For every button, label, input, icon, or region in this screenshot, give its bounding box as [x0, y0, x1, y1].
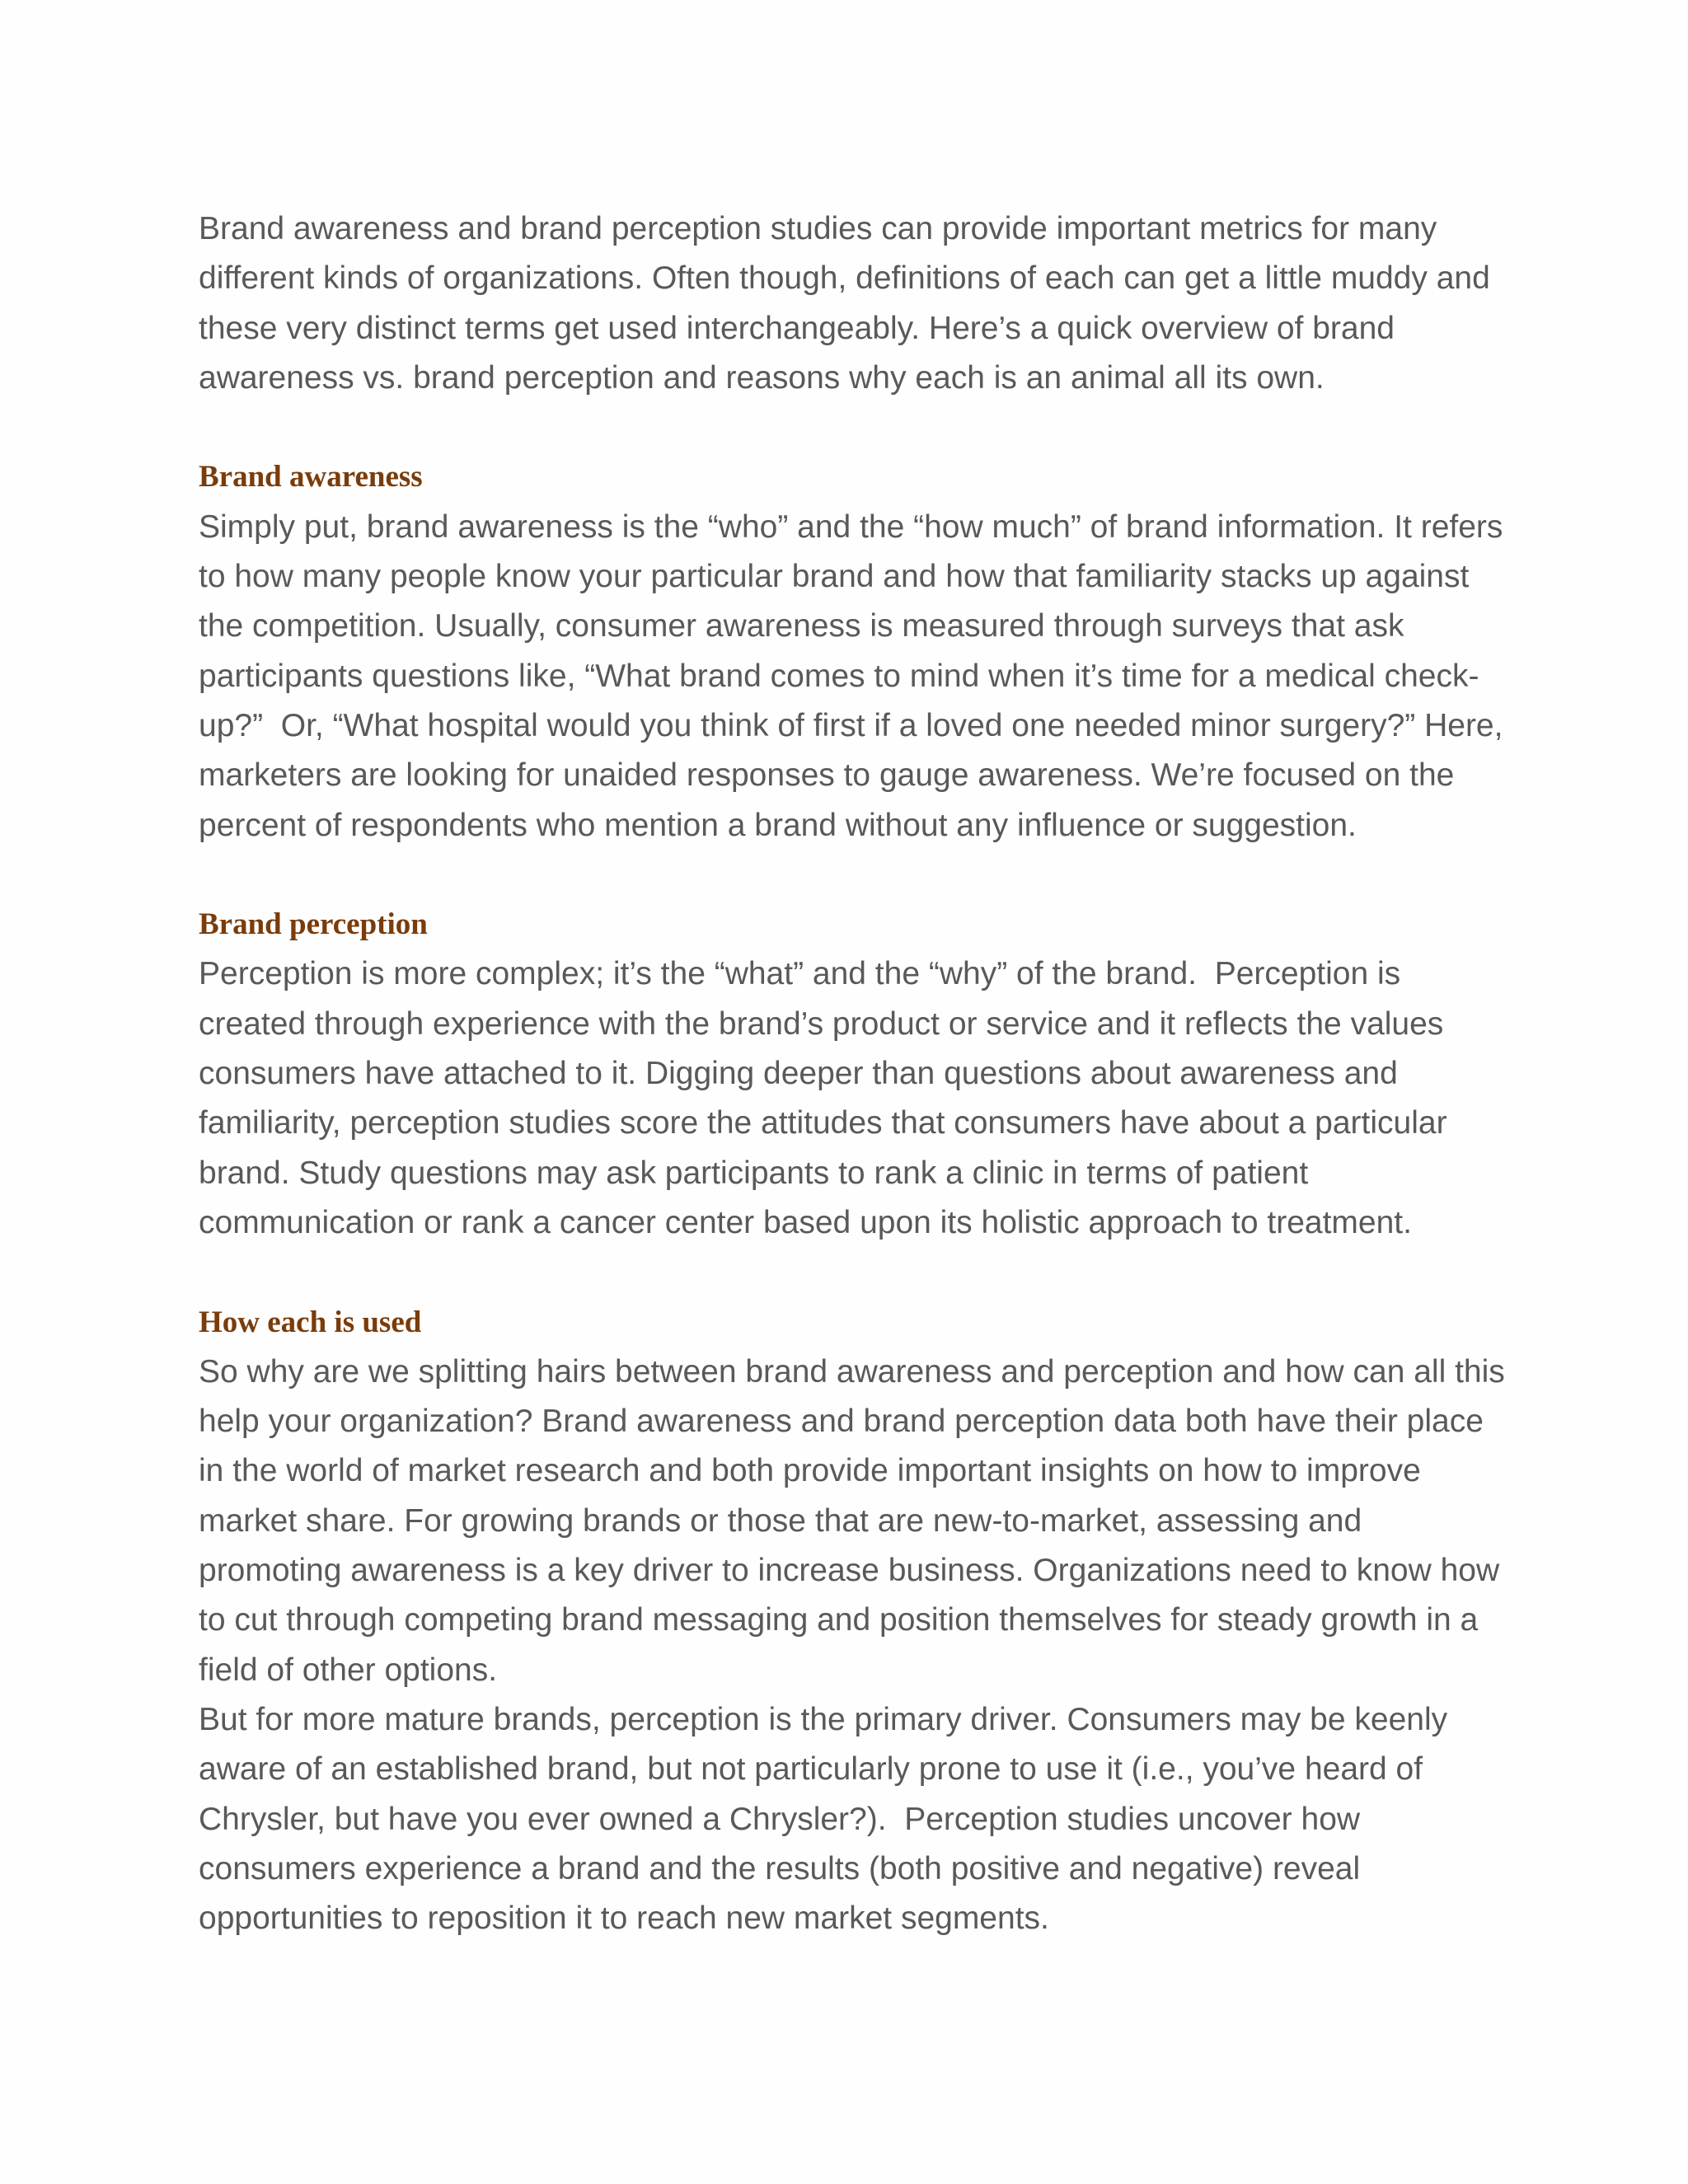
text-line: field of other options.: [199, 1652, 498, 1688]
text-line: created through experience with the brand’s product or service and it reflects the values: [199, 1005, 1444, 1042]
text-line: Perception is more complex; it’s the “what” and the “why” of the brand. Perception is: [199, 956, 1401, 992]
text-line: So why are we splitting hairs between brand awareness and perception and how can all this: [199, 1353, 1505, 1390]
text-line: But for more mature brands, perception is the primary driver. Consumers may be keenly: [199, 1701, 1448, 1737]
text-line: Chrysler, but have you ever owned a Chrysler?). Perception studies uncover how: [199, 1801, 1361, 1837]
text-line: consumers experience a brand and the results (both positive and negative) reveal: [199, 1850, 1361, 1886]
paragraph-spacer: [199, 403, 1501, 452]
text-line: to how many people know your particular brand and how that familiarity stacks up against: [199, 559, 1470, 595]
text-line: consumers have attached to it. Digging deeper than questions about awareness and: [199, 1056, 1398, 1092]
brand-perception-paragraph: [199, 949, 1501, 1248]
text-line: marketers are looking for unaided responses to gauge awareness. We’re focused on the: [199, 757, 1455, 794]
text-line: different kinds of organizations. Often though, definitions of each can get a little muddy and: [199, 260, 1490, 297]
text-line: help your organization? Brand awareness and brand perception data both have their place: [199, 1404, 1484, 1440]
text-line: in the world of market research and both provide important insights on how to improve: [199, 1453, 1421, 1489]
text-line: Brand awareness and brand perception studies can provide important metrics for many: [199, 211, 1437, 246]
text-line: up?” Or, “What hospital would you think of first if a loved one needed minor surgery?” Here,: [199, 707, 1503, 743]
text-line: aware of an established brand, but not particularly prone to use it (i.e., you’ve heard of: [199, 1751, 1423, 1788]
section-heading-how-each-is-used: How each is used: [199, 1305, 422, 1339]
text-line: percent of respondents who mention a brand without any influence or suggestion.: [199, 807, 1357, 843]
text-line: the competition. Usually, consumer awareness is measured through surveys that ask: [199, 608, 1404, 644]
section-heading-brand-perception: Brand perception: [199, 907, 428, 942]
text-line: opportunities to reposition it to reach new market segments.: [199, 1900, 1049, 1937]
intro-paragraph: [199, 204, 1501, 403]
text-line: promoting awareness is a key driver to increase business. Organizations need to know how: [199, 1553, 1500, 1589]
text-line: awareness vs. brand perception and reasons why each is an animal all its own.: [199, 359, 1325, 396]
text-line: familiarity, perception studies score the attitudes that consumers have about a particular: [199, 1105, 1447, 1141]
brand-awareness-paragraph: [199, 503, 1501, 851]
text-line: communication or rank a cancer center based upon its holistic approach to treatment.: [199, 1204, 1412, 1240]
section-heading-brand-awareness: Brand awareness: [199, 460, 423, 494]
paragraph-spacer: [199, 1248, 1501, 1297]
text-line: Simply put, brand awareness is the “who” and the “how much” of brand information. It refers: [199, 509, 1503, 545]
text-line: brand. Study questions may ask participants to rank a clinic in terms of patient: [199, 1155, 1309, 1191]
document-body: [199, 204, 1505, 1943]
text-line: market share. For growing brands or those that are new-to-market, assessing and: [199, 1502, 1362, 1539]
paragraph-spacer: [199, 851, 1501, 900]
text-line: to cut through competing brand messaging and position themselves for steady growth in a: [199, 1602, 1479, 1638]
text-line: these very distinct terms get used interchangeably. Here’s a quick overview of brand: [199, 310, 1395, 346]
text-line: participants questions like, “What brand comes to mind when it’s time for a medical check-: [199, 658, 1479, 694]
how-each-is-used-paragraph: [199, 1347, 1505, 1695]
mature-brands-paragraph: [199, 1695, 1501, 1943]
